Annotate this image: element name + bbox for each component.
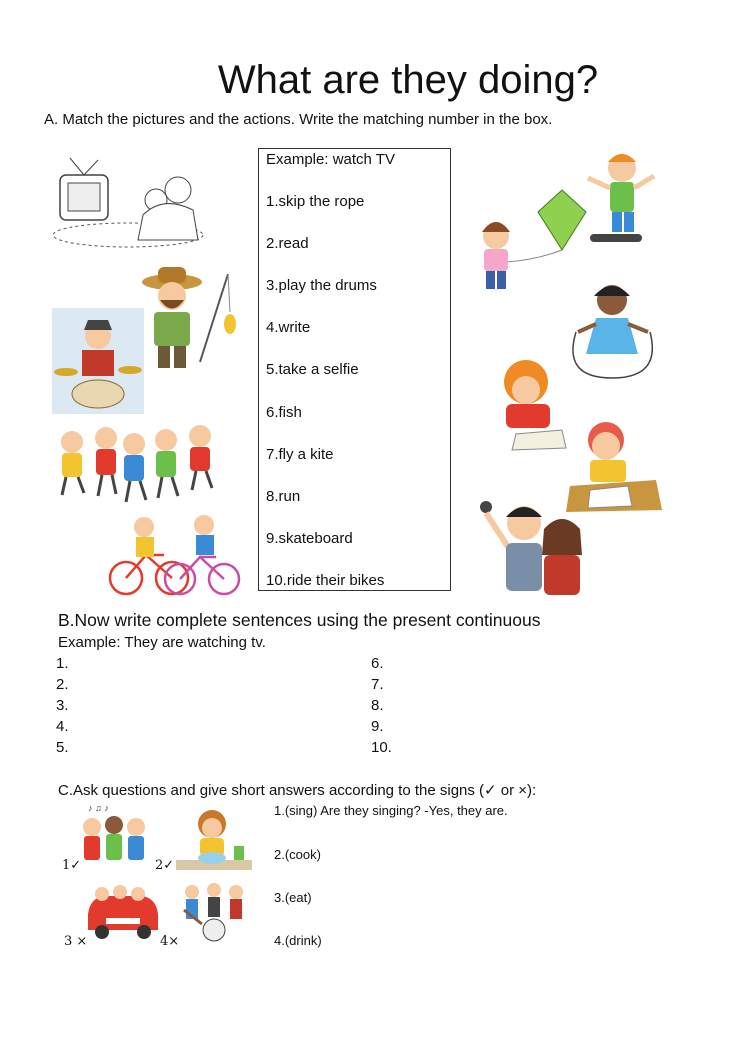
line-number-6: 6.: [371, 655, 384, 672]
line-number-1: 1.: [56, 655, 69, 672]
box-item-3: 3.play the drums: [266, 277, 377, 294]
fishing-man-illustration: [140, 262, 240, 372]
band-illustration: [180, 880, 248, 946]
question-1: 1.(sing) Are they singing? -Yes, they are.: [274, 803, 508, 818]
section-b-heading: B.Now write complete sentences using the present continuous: [58, 610, 541, 630]
line-number-7: 7.: [371, 676, 384, 693]
cooking-girl-illustration: [176, 806, 252, 872]
section-b-example: Example: They are watching tv.: [58, 634, 266, 651]
sign-1: 1✓: [62, 858, 82, 873]
singing-kids-illustration: [78, 803, 152, 873]
sign-2: 2✓: [155, 858, 175, 873]
sign-3: 3 ×: [64, 934, 88, 949]
question-2: 2.(cook): [274, 847, 321, 862]
box-item-5: 5.take a selfie: [266, 361, 359, 378]
drummer-illustration: [52, 308, 144, 414]
line-number-9: 9.: [371, 718, 384, 735]
page-title: What are they doing?: [217, 58, 599, 102]
box-item-1: 1.skip the rope: [266, 193, 365, 210]
box-item-6: 6.fish: [266, 404, 302, 421]
question-4: 4.(drink): [274, 933, 322, 948]
reading-girl-illustration: [486, 352, 576, 452]
line-number-4: 4.: [56, 718, 69, 735]
running-kids-illustration: [54, 420, 224, 510]
sign-4: 4×: [160, 934, 180, 949]
box-item-2: 2.read: [266, 235, 309, 252]
skateboard-and-kite-illustration: [476, 150, 656, 295]
line-number-2: 2.: [56, 676, 69, 693]
box-item-9: 9.skateboard: [266, 530, 353, 547]
svg-text:♪ ♫ ♪: ♪ ♫ ♪: [88, 803, 109, 813]
skip-rope-illustration: [566, 282, 658, 382]
watch-tv-illustration: [48, 155, 203, 250]
car-family-illustration: [84, 880, 162, 944]
actions-box: [258, 148, 451, 591]
box-item-4: 4.write: [266, 319, 311, 336]
box-example: Example: watch TV: [266, 151, 395, 168]
selfie-couple-illustration: [478, 495, 590, 600]
section-a-instruction: A. Match the pictures and the actions. Write the matching number in the box.: [44, 111, 553, 128]
line-number-10: 10.: [371, 739, 392, 756]
line-number-3: 3.: [56, 697, 69, 714]
box-item-8: 8.run: [266, 488, 301, 505]
line-number-5: 5.: [56, 739, 69, 756]
section-c-heading: C.Ask questions and give short answers according to the signs (✓ or ×):: [58, 782, 537, 799]
line-number-8: 8.: [371, 697, 384, 714]
box-item-10: 10.ride their bikes: [266, 572, 385, 589]
riding-bikes-illustration: [106, 513, 241, 598]
box-item-7: 7.fly a kite: [266, 446, 334, 463]
question-3: 3.(eat): [274, 890, 312, 905]
